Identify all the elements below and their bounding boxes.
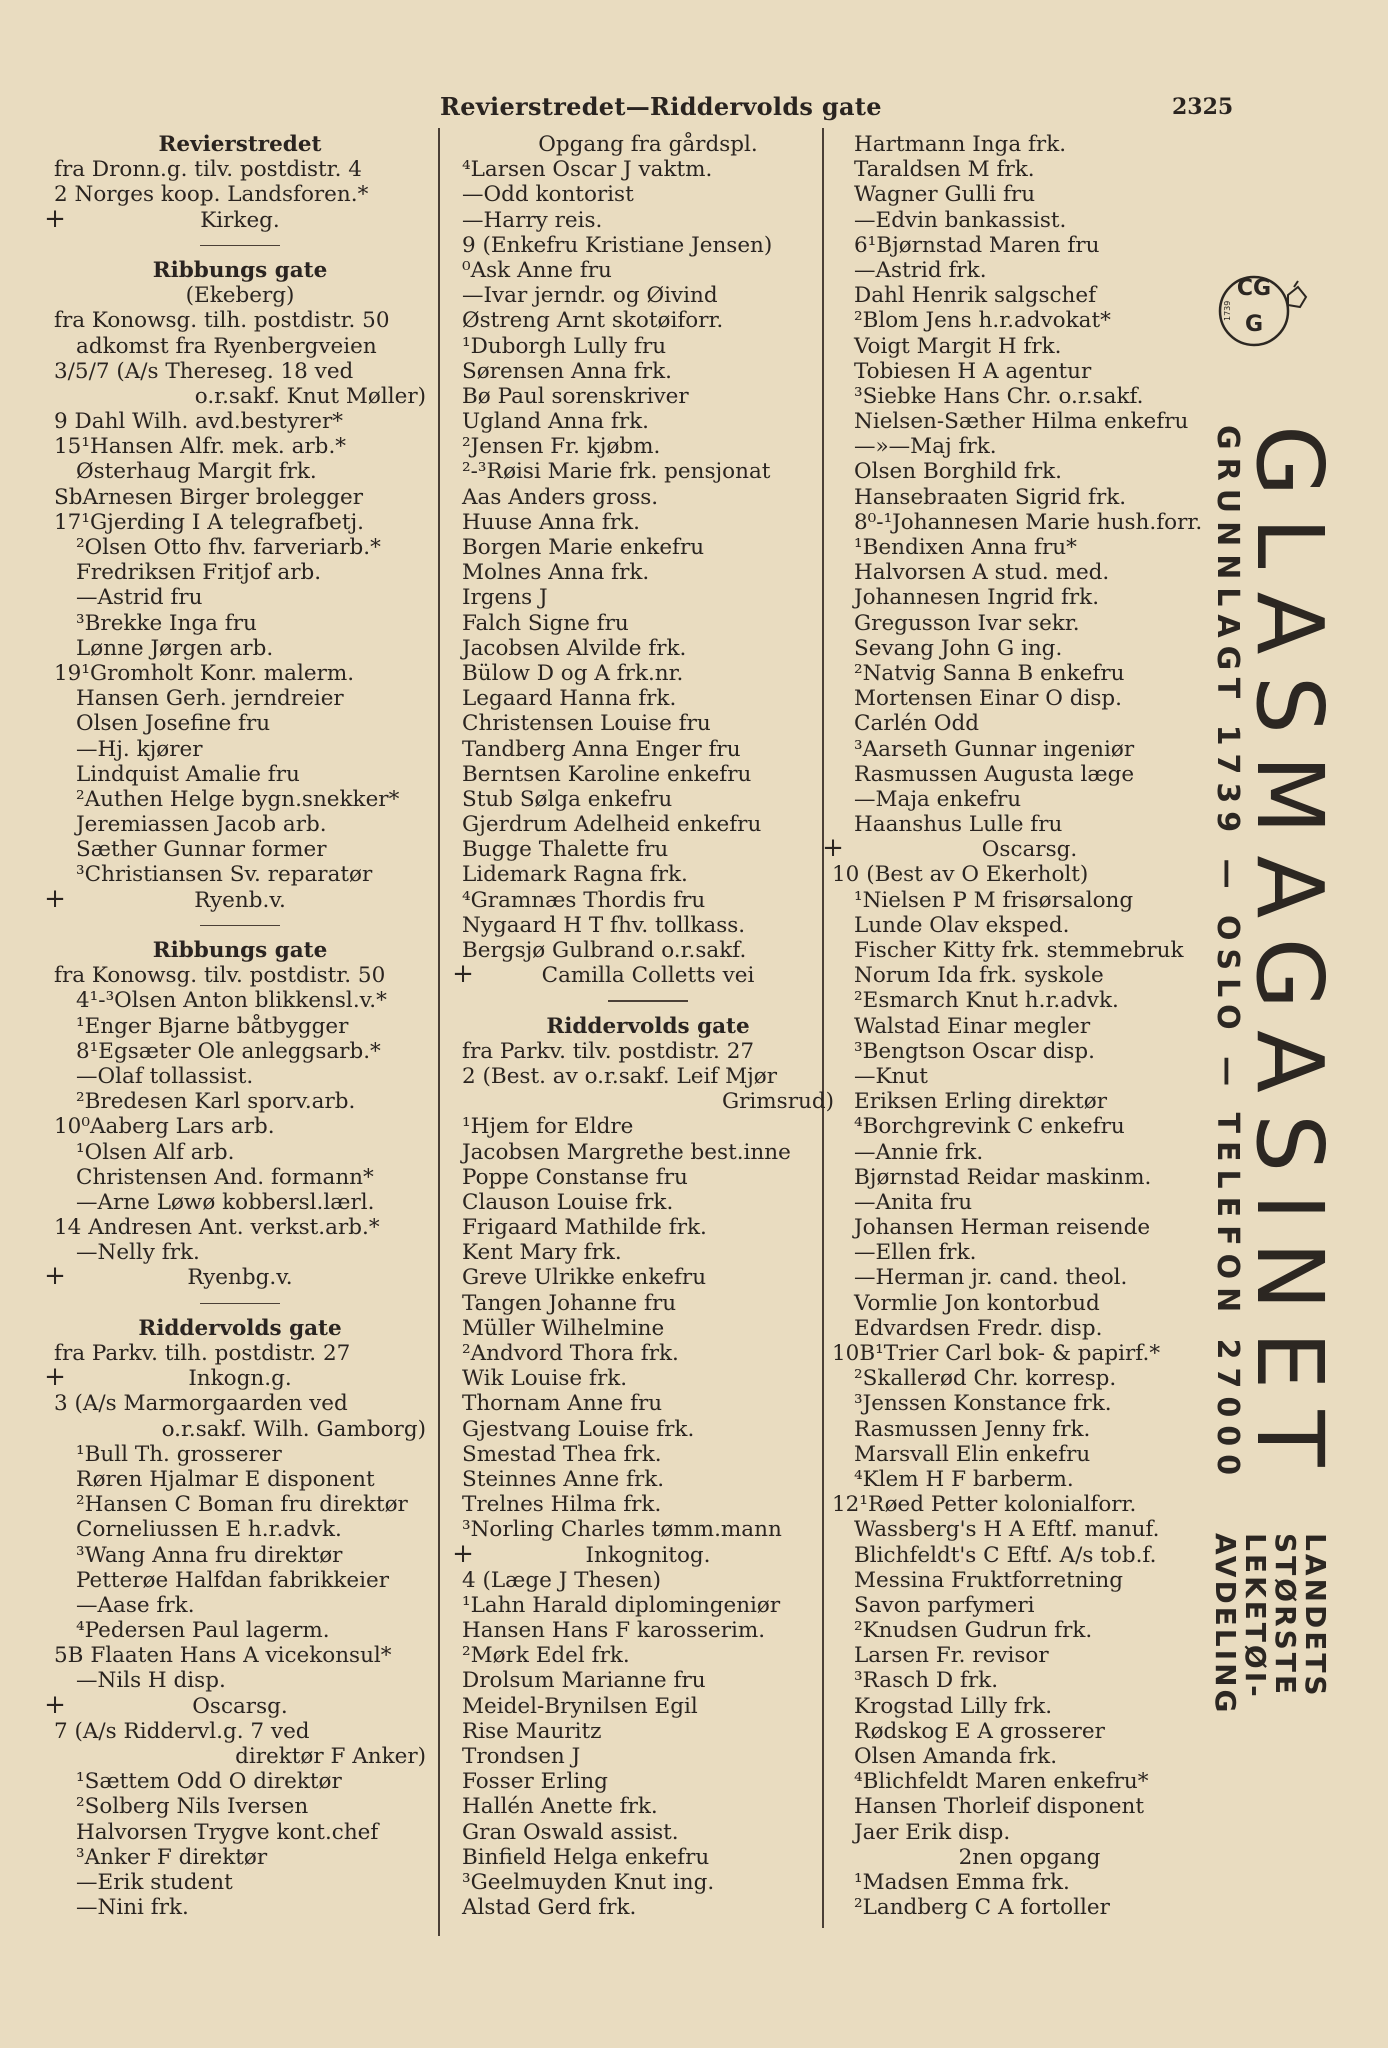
address-entry: 5B Flaaten Hans A vicekonsul*	[54, 1643, 392, 1669]
address-entry: ⁴Larsen Oscar J vaktm.	[462, 157, 713, 183]
resident-entry: —Astrid frk.	[854, 257, 987, 283]
address-entry: ²Andvord Thora frk.	[462, 1341, 679, 1366]
address-entry: Hallén Anette frk.	[462, 1794, 658, 1820]
entry-continuation: o.r.sakf. Knut Møller)	[194, 383, 426, 409]
resident-entry: Hansebraaten Sigrid frk.	[854, 484, 1127, 510]
cross-street	[44, 1689, 426, 1720]
address-entry: ¹Duborgh Lully fru	[462, 333, 667, 359]
address-entry: Kent Mary frk.	[462, 1240, 622, 1266]
resident-entry: —Anita fru	[854, 1189, 973, 1215]
street-heading: Revierstredet	[158, 132, 322, 157]
address-entry: Trondsen J	[462, 1744, 581, 1769]
resident-entry: Olsen Josefine fru	[76, 711, 271, 737]
ad-brand-name: GLASMAGASINET	[1236, 425, 1343, 1488]
resident-entry: Mortensen Einar O disp.	[854, 686, 1122, 712]
cross-street-icon: +	[452, 1538, 474, 1569]
address-entry: 9 Dahl Wilh. avd.bestyrer*	[54, 409, 344, 435]
address-entry: 2 Norges koop. Landsforen.*	[54, 182, 369, 208]
resident-entry: Edvardsen Fredr. disp.	[854, 1315, 1103, 1341]
address-entry: Müller Wilhelmine	[462, 1315, 665, 1341]
directory-column-1	[44, 132, 426, 1921]
resident-entry: Rasmussen Augusta læge	[854, 761, 1135, 787]
address-entry: Tangen Johanne fru	[462, 1290, 677, 1316]
cross-street-label: Inkogn.g.	[188, 1366, 292, 1392]
resident-entry: Fischer Kitty frk. stemmebruk	[854, 938, 1184, 963]
resident-entry: ³Aarseth Gunnar ingeniør	[854, 736, 1135, 762]
address-entry: Jacobsen Margrethe best.inne	[462, 1139, 791, 1165]
address-entry: Nygaard H T fhv. tollkass.	[462, 912, 746, 938]
cross-street	[44, 1261, 426, 1292]
resident-entry: —»—Maj frk.	[854, 434, 997, 460]
address-entry: Falch Signe fru	[462, 610, 629, 636]
address-entry: ³Geelmuyden Knut ing.	[462, 1869, 715, 1895]
address-entry: —Odd kontorist	[462, 182, 634, 208]
address-entry: Christensen Louise fru	[462, 711, 711, 737]
resident-entry: ²Esmarch Knut h.r.advk.	[854, 988, 1119, 1014]
address-entry: 3 (A/s Marmorgaarden ved	[54, 1391, 348, 1417]
address-entry: ⁰Ask Anne fru	[462, 257, 612, 283]
resident-entry: Savon parfymeri	[854, 1592, 1035, 1618]
logo-letters: CG	[1236, 276, 1272, 301]
address-entry: 2 (Best. av o.r.sakf. Leif Mjør	[462, 1063, 778, 1089]
ad-slogan-line: LEKETØI-	[1239, 1533, 1272, 1700]
cg-seal-logo-icon	[1210, 265, 1320, 375]
ad-slogan-line: STØRSTE	[1269, 1533, 1302, 1698]
address-entry: ¹Hjem for Eldre	[462, 1114, 634, 1140]
address-entry: Thornam Anne fru	[462, 1391, 663, 1417]
ad-slogan-line: AVDELING	[1209, 1533, 1242, 1716]
section-divider	[54, 913, 426, 938]
address-entry: Bülow D og A frk.nr.	[462, 660, 684, 686]
resident-entry: Eriksen Erling direktør	[854, 1089, 1108, 1115]
resident-entry: Johannesen Ingrid frk.	[854, 585, 1100, 611]
directory-column-3	[822, 132, 1227, 1921]
section-divider	[54, 233, 426, 258]
cross-street-icon: +	[44, 1362, 66, 1393]
resident-entry: —Nils H disp.	[76, 1668, 226, 1694]
entry-continuation: Grimsrud)	[721, 1089, 834, 1115]
section-divider	[54, 1291, 426, 1316]
resident-entry: Hansen Thorleif disponent	[854, 1794, 1144, 1820]
resident-entry: Østerhaug Margit frk.	[76, 459, 317, 485]
resident-entry: Lunde Olav eksped.	[854, 912, 1070, 938]
address-entry: Smestad Thea frk.	[462, 1441, 662, 1467]
cross-street-icon: +	[44, 1261, 66, 1292]
section-divider	[462, 988, 834, 1013]
resident-entry: Johansen Herman reisende	[854, 1215, 1151, 1241]
resident-entry: Lønne Jørgen arb.	[76, 635, 274, 661]
resident-entry: ³Siebke Hans Chr. o.r.sakf.	[854, 383, 1144, 409]
cross-street	[822, 833, 1227, 864]
running-header	[0, 92, 1388, 128]
resident-entry: Olsen Amanda frk.	[854, 1744, 1058, 1769]
resident-entry: 8¹Egsæter Ole anleggsarb.*	[76, 1038, 381, 1064]
cross-street-icon: +	[44, 203, 66, 234]
address-entry: 4 (Læge J Thesen)	[462, 1567, 662, 1593]
resident-entry: ²Hansen C Boman fru direktør	[76, 1492, 408, 1518]
resident-entry: ¹Bull Th. grosserer	[76, 1441, 282, 1467]
street-heading: Riddervolds gate	[546, 1013, 750, 1039]
cross-street	[452, 1538, 834, 1569]
address-entry: Hansen Hans F karosserim.	[462, 1618, 766, 1644]
address-entry: Gran Oswald assist.	[462, 1819, 679, 1845]
address-entry: Ugland Anna frk.	[462, 409, 649, 435]
resident-entry: —Maja enkefru	[854, 786, 1022, 812]
resident-entry: —Astrid fru	[76, 585, 203, 611]
resident-entry: —Annie frk.	[854, 1139, 984, 1165]
resident-entry: ¹Nielsen P M frisørsalong	[854, 887, 1134, 913]
address-entry: Rise Mauritz	[462, 1718, 602, 1744]
resident-entry: Bjørnstad Reidar maskinm.	[854, 1164, 1152, 1190]
resident-entry: —Nelly frk.	[76, 1240, 200, 1266]
address-entry: Huuse Anna frk.	[462, 509, 641, 535]
address-entry: ³Norling Charles tømm.mann	[462, 1517, 782, 1543]
cross-street-icon: +	[822, 833, 844, 864]
resident-entry: Haanshus Lulle fru	[854, 812, 1063, 838]
resident-entry: —Edvin bankassist.	[854, 207, 1067, 233]
sub-heading: (Ekeberg)	[185, 283, 295, 309]
resident-entry: 4¹-³Olsen Anton blikkensl.v.*	[76, 988, 387, 1014]
cross-street-label: Camilla Colletts vei	[541, 963, 755, 989]
directory-column-2	[452, 132, 834, 1921]
resident-entry: ³Christiansen Sv. reparatør	[76, 862, 373, 888]
address-entry: Jacobsen Alvilde frk.	[462, 635, 687, 661]
address-entry: 15¹Hansen Alfr. mek. arb.*	[54, 434, 347, 460]
resident-entry: Wagner Gulli fru	[854, 182, 1036, 208]
address-entry: Borgen Marie enkefru	[462, 535, 705, 560]
cross-street-icon: +	[44, 883, 66, 914]
resident-entry: Carlén Odd	[854, 711, 979, 737]
resident-entry: Sæther Gunnar former	[76, 837, 327, 863]
resident-entry: ³Brekke Inga fru	[76, 610, 257, 636]
address-entry: 3/5/7 (A/s Thereseg. 18 ved	[54, 358, 354, 384]
ad-slogan	[1210, 1533, 1330, 1763]
address-entry: Molnes Anna frk.	[462, 560, 650, 586]
resident-entry: Hansen Gerh. jerndreier	[76, 686, 344, 712]
cross-street-label: Ryenb.v.	[194, 887, 286, 913]
address-entry: Frigaard Mathilde frk.	[462, 1215, 707, 1241]
svg-text:G: G	[1244, 312, 1264, 337]
resident-entry: Gregusson Ivar sekr.	[854, 610, 1080, 636]
address-entry: Poppe Constanse fru	[462, 1164, 688, 1190]
resident-entry: ²Blom Jens h.r.advokat*	[854, 308, 1111, 334]
resident-entry: Norum Ida frk. syskole	[854, 963, 1104, 989]
address-entry: Binfield Helga enkefru	[462, 1844, 710, 1870]
resident-entry: —Herman jr. cand. theol.	[854, 1265, 1128, 1291]
address-entry: ²-³Røisi Marie frk. pensjonat	[462, 459, 771, 485]
resident-entry: —Aase frk.	[76, 1592, 195, 1618]
resident-entry: Messina Fruktforretning	[854, 1567, 1124, 1593]
resident-entry: ¹Sættem Odd O direktør	[76, 1769, 342, 1795]
address-entry: 17¹Gjerding I A telegrafbetj.	[54, 509, 364, 535]
resident-entry: Larsen Fr. revisor	[854, 1643, 1049, 1669]
resident-entry: Christensen And. formann*	[76, 1164, 374, 1190]
entry-continuation: direktør F Anker)	[235, 1744, 426, 1769]
address-entry: 10 (Best av O Ekerholt)	[832, 862, 1089, 888]
resident-entry: Tobiesen H A agentur	[854, 358, 1092, 384]
header-title: Revierstredet—Riddervolds gate	[440, 92, 882, 121]
resident-entry: Jaer Erik disp.	[854, 1819, 1011, 1845]
address-entry: Bugge Thalette fru	[462, 837, 669, 863]
address-entry: Tandberg Anna Enger fru	[462, 736, 741, 762]
address-entry: Fosser Erling	[462, 1769, 608, 1795]
resident-entry: Olsen Borghild frk.	[854, 459, 1063, 485]
resident-entry: Hartmann Inga frk.	[854, 132, 1067, 157]
resident-entry: —Hj. kjører	[76, 736, 203, 762]
address-entry: —Harry reis.	[462, 207, 603, 233]
cross-street	[452, 959, 834, 990]
resident-entry: —Erik student	[76, 1869, 233, 1895]
cross-street-label: Oscarsg.	[981, 837, 1078, 863]
address-entry: fra Konowsg. tilv. postdistr. 50	[54, 963, 386, 989]
resident-entry: ²Natvig Sanna B enkefru	[854, 660, 1125, 686]
resident-entry: ³Wang Anna fru direktør	[76, 1542, 343, 1568]
street-heading: Ribbungs gate	[152, 938, 328, 963]
cross-street	[44, 1362, 426, 1393]
address-entry: Meidel-Brynilsen Egil	[462, 1693, 698, 1719]
resident-entry: ²Landberg C A fortoller	[854, 1895, 1110, 1921]
resident-entry: Rødskog E A grosserer	[854, 1718, 1105, 1744]
resident-entry: —Knut	[854, 1063, 928, 1089]
resident-entry: ¹Olsen Alf arb.	[76, 1139, 235, 1165]
sub-heading: 2nen opgang	[958, 1844, 1101, 1870]
address-entry: Legaard Hanna frk.	[462, 686, 677, 712]
cross-street-label: Oscarsg.	[192, 1693, 288, 1719]
address-entry: Bergsjø Gulbrand o.r.sakf.	[462, 938, 747, 963]
address-entry: Greve Ulrikke enkefru	[462, 1265, 707, 1291]
resident-entry: Voigt Margit H frk.	[854, 333, 1062, 359]
ad-tagline: GRUNNLAGT 1739 — OSLO — TELEFON 27000	[1210, 425, 1245, 1484]
address-entry: 14 Andresen Ant. verkst.arb.*	[54, 1215, 380, 1241]
resident-entry: ¹Madsen Emma frk.	[854, 1869, 1070, 1895]
address-entry: Berntsen Karoline enkefru	[462, 761, 752, 787]
address-entry: Alstad Gerd frk.	[462, 1895, 637, 1921]
resident-entry: ²Olsen Otto fhv. farveriarb.*	[76, 535, 381, 560]
resident-entry: Vormlie Jon kontorbud	[854, 1290, 1100, 1316]
resident-entry: —Nini frk.	[76, 1895, 189, 1921]
resident-entry: Dahl Henrik salgschef	[854, 283, 1097, 309]
address-entry: ²Mørk Edel frk.	[462, 1643, 630, 1669]
cross-street-label: Ryenbg.v.	[187, 1265, 293, 1291]
resident-entry: ³Rasch D frk.	[854, 1668, 999, 1694]
address-entry: fra Parkv. tilv. postdistr. 27	[462, 1038, 755, 1064]
address-entry: Gjestvang Louise frk.	[462, 1416, 695, 1442]
address-entry: Trelnes Hilma frk.	[462, 1492, 662, 1518]
cross-street-icon: +	[44, 1689, 66, 1720]
address-entry: SbArnesen Birger brolegger	[54, 484, 363, 510]
cross-street-label: Inkognitog.	[585, 1542, 711, 1568]
resident-entry: Taraldsen M frk.	[854, 157, 1035, 183]
resident-entry: Wassberg's H A Eftf. manuf.	[854, 1517, 1160, 1543]
resident-entry: 6¹Bjørnstad Maren fru	[854, 232, 1100, 258]
address-entry: Sørensen Anna frk.	[462, 358, 672, 384]
address-entry: ⁴Gramnæs Thordis fru	[462, 887, 706, 913]
resident-entry: adkomst fra Ryenbergveien	[76, 333, 377, 359]
resident-entry: —Olaf tollassist.	[76, 1063, 254, 1089]
address-entry: Drolsum Marianne fru	[462, 1668, 706, 1694]
resident-entry: Blichfeldt's C Eftf. A/s tob.f.	[854, 1542, 1157, 1568]
resident-entry: Halvorsen Trygve kont.chef	[76, 1819, 379, 1845]
ad-slogan-line: LANDETS	[1299, 1533, 1332, 1699]
address-entry: Gjerdrum Adelheid enkefru	[462, 812, 762, 838]
address-entry: Aas Anders gross.	[462, 484, 659, 510]
resident-entry: 8⁰-¹Johannesen Marie hush.forr.	[854, 509, 1203, 535]
resident-entry: ²Skallerød Chr. korresp.	[854, 1366, 1117, 1392]
address-entry: fra Konowsg. tilh. postdistr. 50	[54, 308, 390, 334]
glasmagasinet-advertisement	[1210, 265, 1350, 1785]
resident-entry: Rasmussen Jenny frk.	[854, 1416, 1091, 1442]
resident-entry: ⁴Blichfeldt Maren enkefru*	[854, 1769, 1149, 1795]
resident-entry: Nielsen-Sæther Hilma enkefru	[854, 409, 1189, 435]
address-entry: 12¹Røed Petter kolonialforr.	[832, 1492, 1137, 1518]
resident-entry: ⁴Klem H F barberm.	[854, 1466, 1074, 1492]
resident-entry: ⁴Pedersen Paul lagerm.	[76, 1618, 330, 1644]
cross-street	[44, 883, 426, 914]
address-entry: Lidemark Ragna frk.	[462, 862, 688, 888]
address-entry: fra Parkv. tilh. postdistr. 27	[54, 1341, 351, 1366]
cross-street-label: Kirkeg.	[200, 207, 280, 233]
address-entry: Stub Sølga enkefru	[462, 786, 673, 812]
resident-entry: Walstad Einar megler	[854, 1013, 1091, 1039]
address-entry: ²Jensen Fr. kjøbm.	[462, 434, 661, 460]
resident-entry: Corneliussen E h.r.advk.	[76, 1517, 342, 1543]
resident-entry: ³Bengtson Oscar disp.	[854, 1038, 1095, 1064]
resident-entry: Fredriksen Fritjof arb.	[76, 560, 322, 586]
resident-entry: ²Knudsen Gudrun frk.	[854, 1618, 1093, 1644]
address-entry: 19¹Gromholt Konr. malerm.	[54, 660, 355, 686]
address-entry: Clauson Louise frk.	[462, 1189, 674, 1215]
resident-entry: ¹Enger Bjarne båtbygger	[76, 1013, 349, 1039]
resident-entry: Lindquist Amalie fru	[76, 761, 300, 787]
resident-entry: ³Jenssen Konstance frk.	[854, 1391, 1112, 1417]
resident-entry: —Ellen frk.	[854, 1240, 977, 1266]
address-entry: 10B¹Trier Carl bok- & papirf.*	[832, 1341, 1161, 1366]
logo-year: 1739	[1223, 300, 1232, 321]
address-entry: Irgens J	[462, 585, 548, 611]
address-entry: 7 (A/s Riddervl.g. 7 ved	[54, 1718, 310, 1744]
resident-entry: Jeremiassen Jacob arb.	[76, 812, 327, 838]
resident-entry: —Arne Løwø kobbersl.lærl.	[76, 1189, 375, 1215]
resident-entry: ⁴Borchgrevink C enkefru	[854, 1114, 1125, 1140]
cross-street-icon: +	[452, 959, 474, 990]
address-entry: ¹Lahn Harald diplomingeniør	[462, 1592, 781, 1618]
resident-entry: Krogstad Lilly frk.	[854, 1693, 1053, 1719]
resident-entry: Halvorsen A stud. med.	[854, 560, 1110, 586]
address-entry: fra Dronn.g. tilv. postdistr. 4	[54, 157, 362, 183]
resident-entry: ³Anker F direktør	[76, 1844, 268, 1870]
resident-entry: ¹Bendixen Anna fru*	[854, 535, 1077, 560]
street-heading: Ribbungs gate	[152, 257, 328, 283]
resident-entry: ²Authen Helge bygn.snekker*	[76, 786, 400, 812]
resident-entry: Røren Hjalmar E disponent	[76, 1466, 375, 1492]
resident-entry: Petterøe Halfdan fabrikkeier	[76, 1567, 390, 1593]
cross-street	[44, 203, 426, 234]
street-heading: Riddervolds gate	[138, 1315, 342, 1341]
address-entry: Wik Louise frk.	[462, 1366, 628, 1392]
resident-entry: ²Bredesen Karl sporv.arb.	[76, 1089, 356, 1115]
entry-continuation: o.r.sakf. Wilh. Gamborg)	[161, 1416, 426, 1442]
resident-entry: ²Solberg Nils Iversen	[76, 1794, 309, 1820]
resident-entry: Marsvall Elin enkefru	[854, 1441, 1091, 1467]
address-entry: —Ivar jerndr. og Øivind	[462, 283, 718, 309]
page-number: 2325	[1172, 94, 1234, 120]
column-divider	[438, 128, 440, 1936]
address-entry: 10⁰Aaberg Lars arb.	[54, 1114, 275, 1140]
address-entry: 9 (Enkefru Kristiane Jensen)	[462, 232, 773, 258]
address-entry: Steinnes Anne frk.	[462, 1466, 665, 1492]
address-entry: Bø Paul sorenskriver	[462, 383, 689, 409]
address-entry: Østreng Arnt skotøiforr.	[462, 308, 724, 334]
sub-heading: Opgang fra gårdspl.	[538, 132, 758, 157]
resident-entry: Sevang John G ing.	[854, 635, 1063, 661]
